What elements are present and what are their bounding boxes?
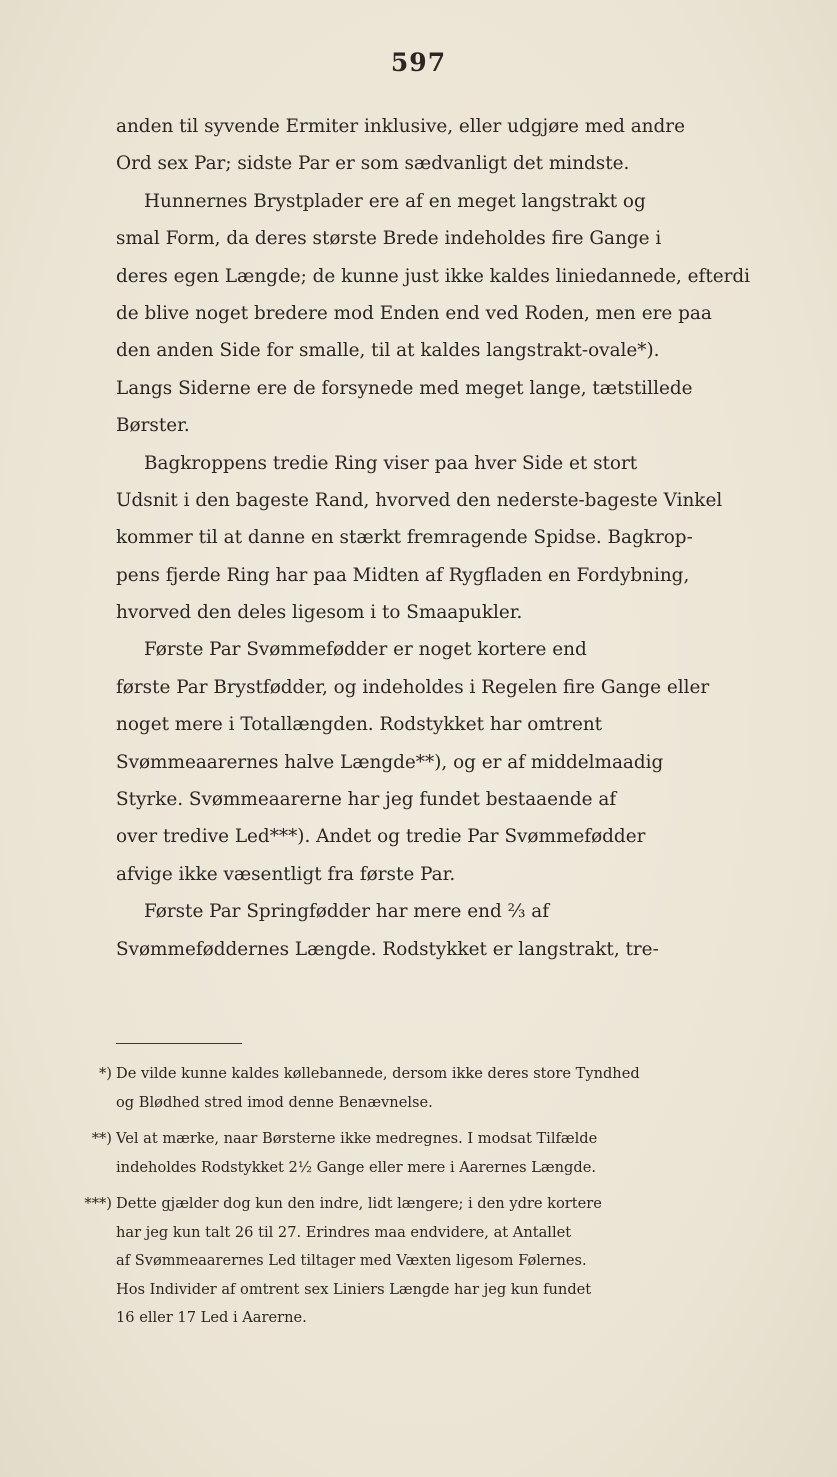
footnote-line: Hos Individer af omtrent sex Liniers Længde har jeg kun fundet (116, 1280, 592, 1298)
footnote-line (78, 1125, 770, 1154)
text-line: deres egen Længde; de kunne just ikke kaldes liniedannede, efterdi (116, 265, 751, 287)
text-line: Første Par Springfødder har mere end ⅔ af (144, 901, 550, 923)
footnote-3 (78, 1190, 770, 1333)
text-line: de blive noget bredere mod Enden end ved Roden, men ere paa (116, 302, 712, 324)
text-line: kommer til at danne en stærkt fremragende Spidse. Bagkrop- (116, 527, 693, 549)
text-line: Hunnernes Brystplader ere af en meget langstrakt og (144, 190, 646, 212)
text-line: Børster. (116, 415, 190, 437)
text-line: Bagkroppens tredie Ring viser paa hver Side et stort (144, 452, 638, 474)
text-line: Udsnit i den bageste Rand, hvorved den nederste-bageste Vinkel (116, 489, 723, 511)
text-line: anden til syvende Ermiter inklusive, eller udgjøre med andre (116, 116, 685, 137)
text-line: første Par Brystfødder, og indeholdes i Regelen fire Gange eller (116, 676, 710, 698)
footnote-mark: ***) (84, 1195, 112, 1212)
footnote-2 (78, 1125, 770, 1182)
text-line: smal Form, da deres største Brede indeholdes fire Gange i (116, 228, 662, 250)
text-line: Langs Siderne ere de forsynede med meget lange, tætstillede (116, 377, 693, 399)
footnote-line: har jeg kun talt 26 til 27. Erindres maa endvidere, at Antallet (116, 1223, 572, 1241)
footnote-separator (116, 1043, 242, 1044)
footnote-line: og Blødhed stred imod denne Benævnelse. (116, 1093, 433, 1111)
text-line: Styrke. Svømmeaarerne har jeg fundet bestaaende af (116, 789, 617, 811)
footnote-line: indeholdes Rodstykket 2½ Gange eller mere i Aarernes Længde. (116, 1158, 597, 1176)
text-line: Ord sex Par; sidste Par er som sædvanligt det mindste. (116, 153, 630, 175)
footnote-text: De vilde kunne kaldes køllebannede, dersom ikke deres store Tyndhed (116, 1065, 640, 1082)
footnotes (78, 1060, 770, 1333)
body-text (116, 108, 770, 968)
footnote-line: af Svømmeaarernes Led tiltager med Væxten ligesom Følernes. (116, 1252, 587, 1269)
footnote-line (78, 1190, 770, 1219)
text-line: den anden Side for smalle, til at kaldes langstrakt-ovale*). (116, 340, 660, 362)
footnote-1 (78, 1060, 770, 1117)
text-line: Første Par Svømmefødder er noget kortere end (144, 639, 587, 661)
footnote-line: 16 eller 17 Led i Aarerne. (116, 1309, 307, 1326)
footnote-mark: **) (91, 1130, 112, 1147)
page-number: 597 (390, 48, 447, 77)
text-line: afvige ikke væsentligt fra første Par. (116, 863, 456, 885)
footnote-text: Vel at mærke, naar Børsterne ikke medregnes. I modsat Tilfælde (116, 1130, 598, 1147)
footnote-line (78, 1060, 770, 1089)
text-line: Svømmeaarernes halve Længde**), og er af middelmaadig (116, 751, 664, 773)
text-line: over tredive Led***). Andet og tredie Par Svømmefødder (116, 826, 646, 848)
text-line: hvorved den deles ligesom i to Smaapukler. (116, 602, 523, 624)
text-line: Svømmeføddernes Længde. Rodstykket er langstrakt, tre- (116, 938, 659, 960)
footnote-mark: *) (99, 1065, 112, 1082)
footnote-text: Dette gjælder dog kun den indre, lidt længere; i den ydre kortere (116, 1195, 602, 1212)
text-line: noget mere i Totallængden. Rodstykket har omtrent (116, 714, 603, 736)
text-line: pens fjerde Ring har paa Midten af Rygfladen en Fordybning, (116, 564, 690, 586)
